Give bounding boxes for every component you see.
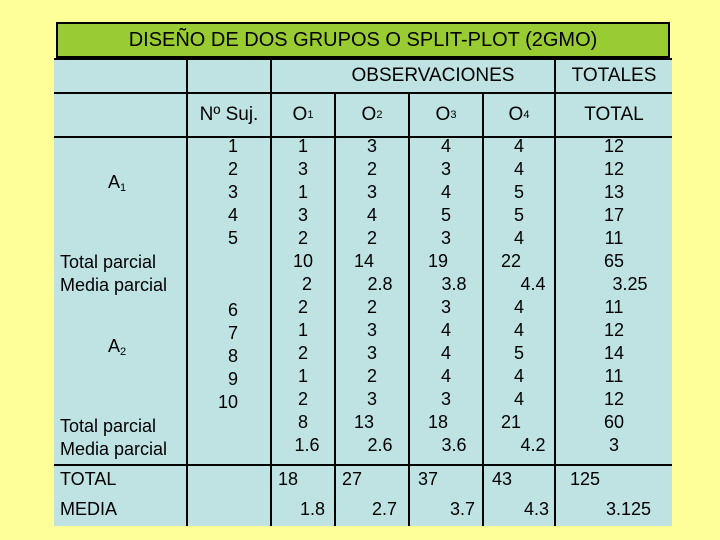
o1-cell: 8 (297, 412, 308, 432)
o1-cell: 2 (297, 297, 308, 317)
o1-column (272, 138, 334, 464)
o2-column (336, 138, 408, 464)
o4-grand-total: 43 (492, 469, 513, 489)
o3-cell: 3 (440, 228, 451, 248)
subject-number: 7 (227, 323, 238, 343)
o3-cell: 3 (440, 297, 451, 317)
o3-cell: 4 (440, 343, 451, 363)
o3-cell: 3.6 (441, 435, 467, 455)
totals-cell: 12 (603, 159, 625, 179)
o4-cell: 22 (500, 251, 522, 271)
o2-cell: 4 (366, 205, 377, 225)
o2-cell: 3 (366, 136, 377, 156)
a2-subjects (218, 299, 238, 414)
o3-grand (410, 466, 482, 526)
o3-column (410, 138, 482, 464)
o1-cell: 3 (297, 205, 308, 225)
a1-total-parcial-label: Total parcial (60, 252, 157, 272)
o2-grand-media: 2.7 (372, 499, 398, 519)
o1-grand-total: 18 (278, 469, 299, 489)
totals-values (556, 135, 672, 457)
header-o2: O 2 (336, 94, 408, 136)
o2-cell: 14 (353, 251, 375, 271)
totals-cell: 11 (604, 228, 624, 248)
o4-cell: 4.2 (520, 435, 546, 455)
totals-cell: 11 (604, 366, 624, 386)
a2-media-parcial-label: Media parcial (60, 439, 168, 459)
o1-cell: 1.6 (294, 435, 320, 455)
o3-grand-total: 37 (418, 469, 439, 489)
o3-cell: 18 (427, 412, 449, 432)
subject-number: 9 (227, 369, 238, 389)
subject-number: 4 (227, 205, 238, 225)
o4-cell: 4 (513, 297, 524, 317)
header-totales: TOTALES (556, 60, 672, 92)
o2-grand-total: 27 (342, 469, 363, 489)
o1-cell: 1 (297, 366, 308, 386)
o2-values (336, 135, 408, 457)
o3-cell: 3 (440, 389, 451, 409)
o1-cell: 1 (297, 182, 308, 202)
totals-cell: 60 (603, 412, 625, 432)
o3-values (410, 135, 482, 457)
o4-cell: 21 (500, 412, 522, 432)
o2-cell: 3 (366, 320, 377, 340)
o2-cell: 2 (366, 228, 377, 248)
o2-cell: 3 (366, 343, 377, 363)
o2-grand (336, 466, 408, 526)
o3-cell: 4 (440, 366, 451, 386)
header-o1: O 1 (272, 94, 334, 136)
o1-cell: 2 (301, 274, 312, 294)
o3-cell: 4 (440, 182, 451, 202)
grand-total-label: TOTAL (60, 469, 117, 489)
header-n-suj: Nº Suj. (188, 94, 270, 136)
o4-cell: 4 (513, 136, 524, 156)
subject-number: 6 (227, 300, 238, 320)
grand-subjects-blank (188, 466, 270, 526)
group-labels-column (54, 138, 186, 464)
o4-cell: 4 (513, 320, 524, 340)
totals-cell: 14 (603, 343, 625, 363)
o4-values (484, 135, 554, 457)
totals-cell: 12 (603, 389, 625, 409)
o4-column (484, 138, 554, 464)
totals-cell: 11 (604, 297, 624, 317)
o2-cell: 2 (366, 366, 377, 386)
o3-cell: 4 (440, 320, 451, 340)
a2-total-parcial-label: Total parcial (60, 416, 157, 436)
subject-number: 5 (227, 228, 238, 248)
o2-cell: 2.6 (367, 435, 393, 455)
o1-cell: 2 (297, 343, 308, 363)
o1-cell: 2 (297, 228, 308, 248)
subject-number: 10 (217, 392, 238, 412)
split-plot-table (54, 58, 672, 526)
o1-values (272, 135, 334, 457)
o3-cell: 4 (440, 136, 451, 156)
o1-cell: 3 (297, 159, 308, 179)
o3-cell: 3 (440, 159, 451, 179)
o2-cell: 13 (353, 412, 375, 432)
subject-number: 8 (227, 346, 238, 366)
subject-number: 2 (227, 159, 238, 179)
o1-cell: 1 (297, 320, 308, 340)
o2-cell: 2 (366, 159, 377, 179)
o3-cell: 3.8 (441, 274, 467, 294)
subject-number: 1 (227, 136, 238, 156)
a1-media-parcial-label: Media parcial (60, 275, 168, 295)
subject-number: 3 (227, 182, 238, 202)
o1-cell: 10 (292, 251, 314, 271)
grand-labels (54, 466, 186, 526)
o4-grand-media: 4.3 (524, 499, 550, 519)
totals-column (556, 138, 672, 464)
totals-grand (556, 466, 672, 526)
o4-cell: 5 (513, 343, 524, 363)
totals-grand-total: 125 (570, 469, 601, 489)
totals-cell: 3 (608, 435, 619, 455)
o1-cell: 2 (297, 389, 308, 409)
header-blank (54, 94, 186, 136)
totals-cell: 13 (603, 182, 625, 202)
o1-cell: 1 (297, 136, 308, 156)
totals-cell: 12 (603, 136, 625, 156)
subjects-column (188, 138, 270, 464)
header-corner-1 (54, 60, 186, 92)
header-o3: O 3 (410, 94, 482, 136)
a1-subjects (228, 135, 238, 250)
o3-grand-media: 3.7 (450, 499, 476, 519)
totals-cell: 65 (603, 251, 625, 271)
header-o4: O 4 (484, 94, 554, 136)
o2-cell: 3 (366, 182, 377, 202)
group-a2-label: $A_2$ (108, 336, 127, 358)
o3-cell: 5 (440, 205, 451, 225)
totals-cell: 3.25 (612, 274, 648, 294)
o4-cell: 5 (513, 182, 524, 202)
header-total: TOTAL (556, 94, 672, 136)
o4-cell: 4 (513, 159, 524, 179)
header-observaciones: OBSERVACIONES (272, 60, 554, 92)
o2-cell: 3 (366, 389, 377, 409)
o4-cell: 4 (513, 228, 524, 248)
o4-cell: 4.4 (520, 274, 546, 294)
o4-cell: 4 (513, 389, 524, 409)
o2-cell: 2 (366, 297, 377, 317)
o2-cell: 2.8 (367, 274, 393, 294)
slide-title: DISEÑO DE DOS GRUPOS O SPLIT-PLOT (2GMO) (56, 22, 670, 58)
header-corner-2 (188, 60, 270, 92)
group-a1-label: $A_1$ (108, 172, 127, 194)
o1-grand (272, 466, 334, 526)
totals-cell: 17 (603, 205, 625, 225)
grand-media-label: MEDIA (60, 499, 118, 519)
o4-grand (484, 466, 554, 526)
o1-grand-media: 1.8 (300, 499, 326, 519)
totals-grand-media: 3.125 (606, 499, 652, 519)
o4-cell: 5 (513, 205, 524, 225)
o3-cell: 19 (427, 251, 449, 271)
totals-cell: 12 (603, 320, 625, 340)
o4-cell: 4 (513, 366, 524, 386)
